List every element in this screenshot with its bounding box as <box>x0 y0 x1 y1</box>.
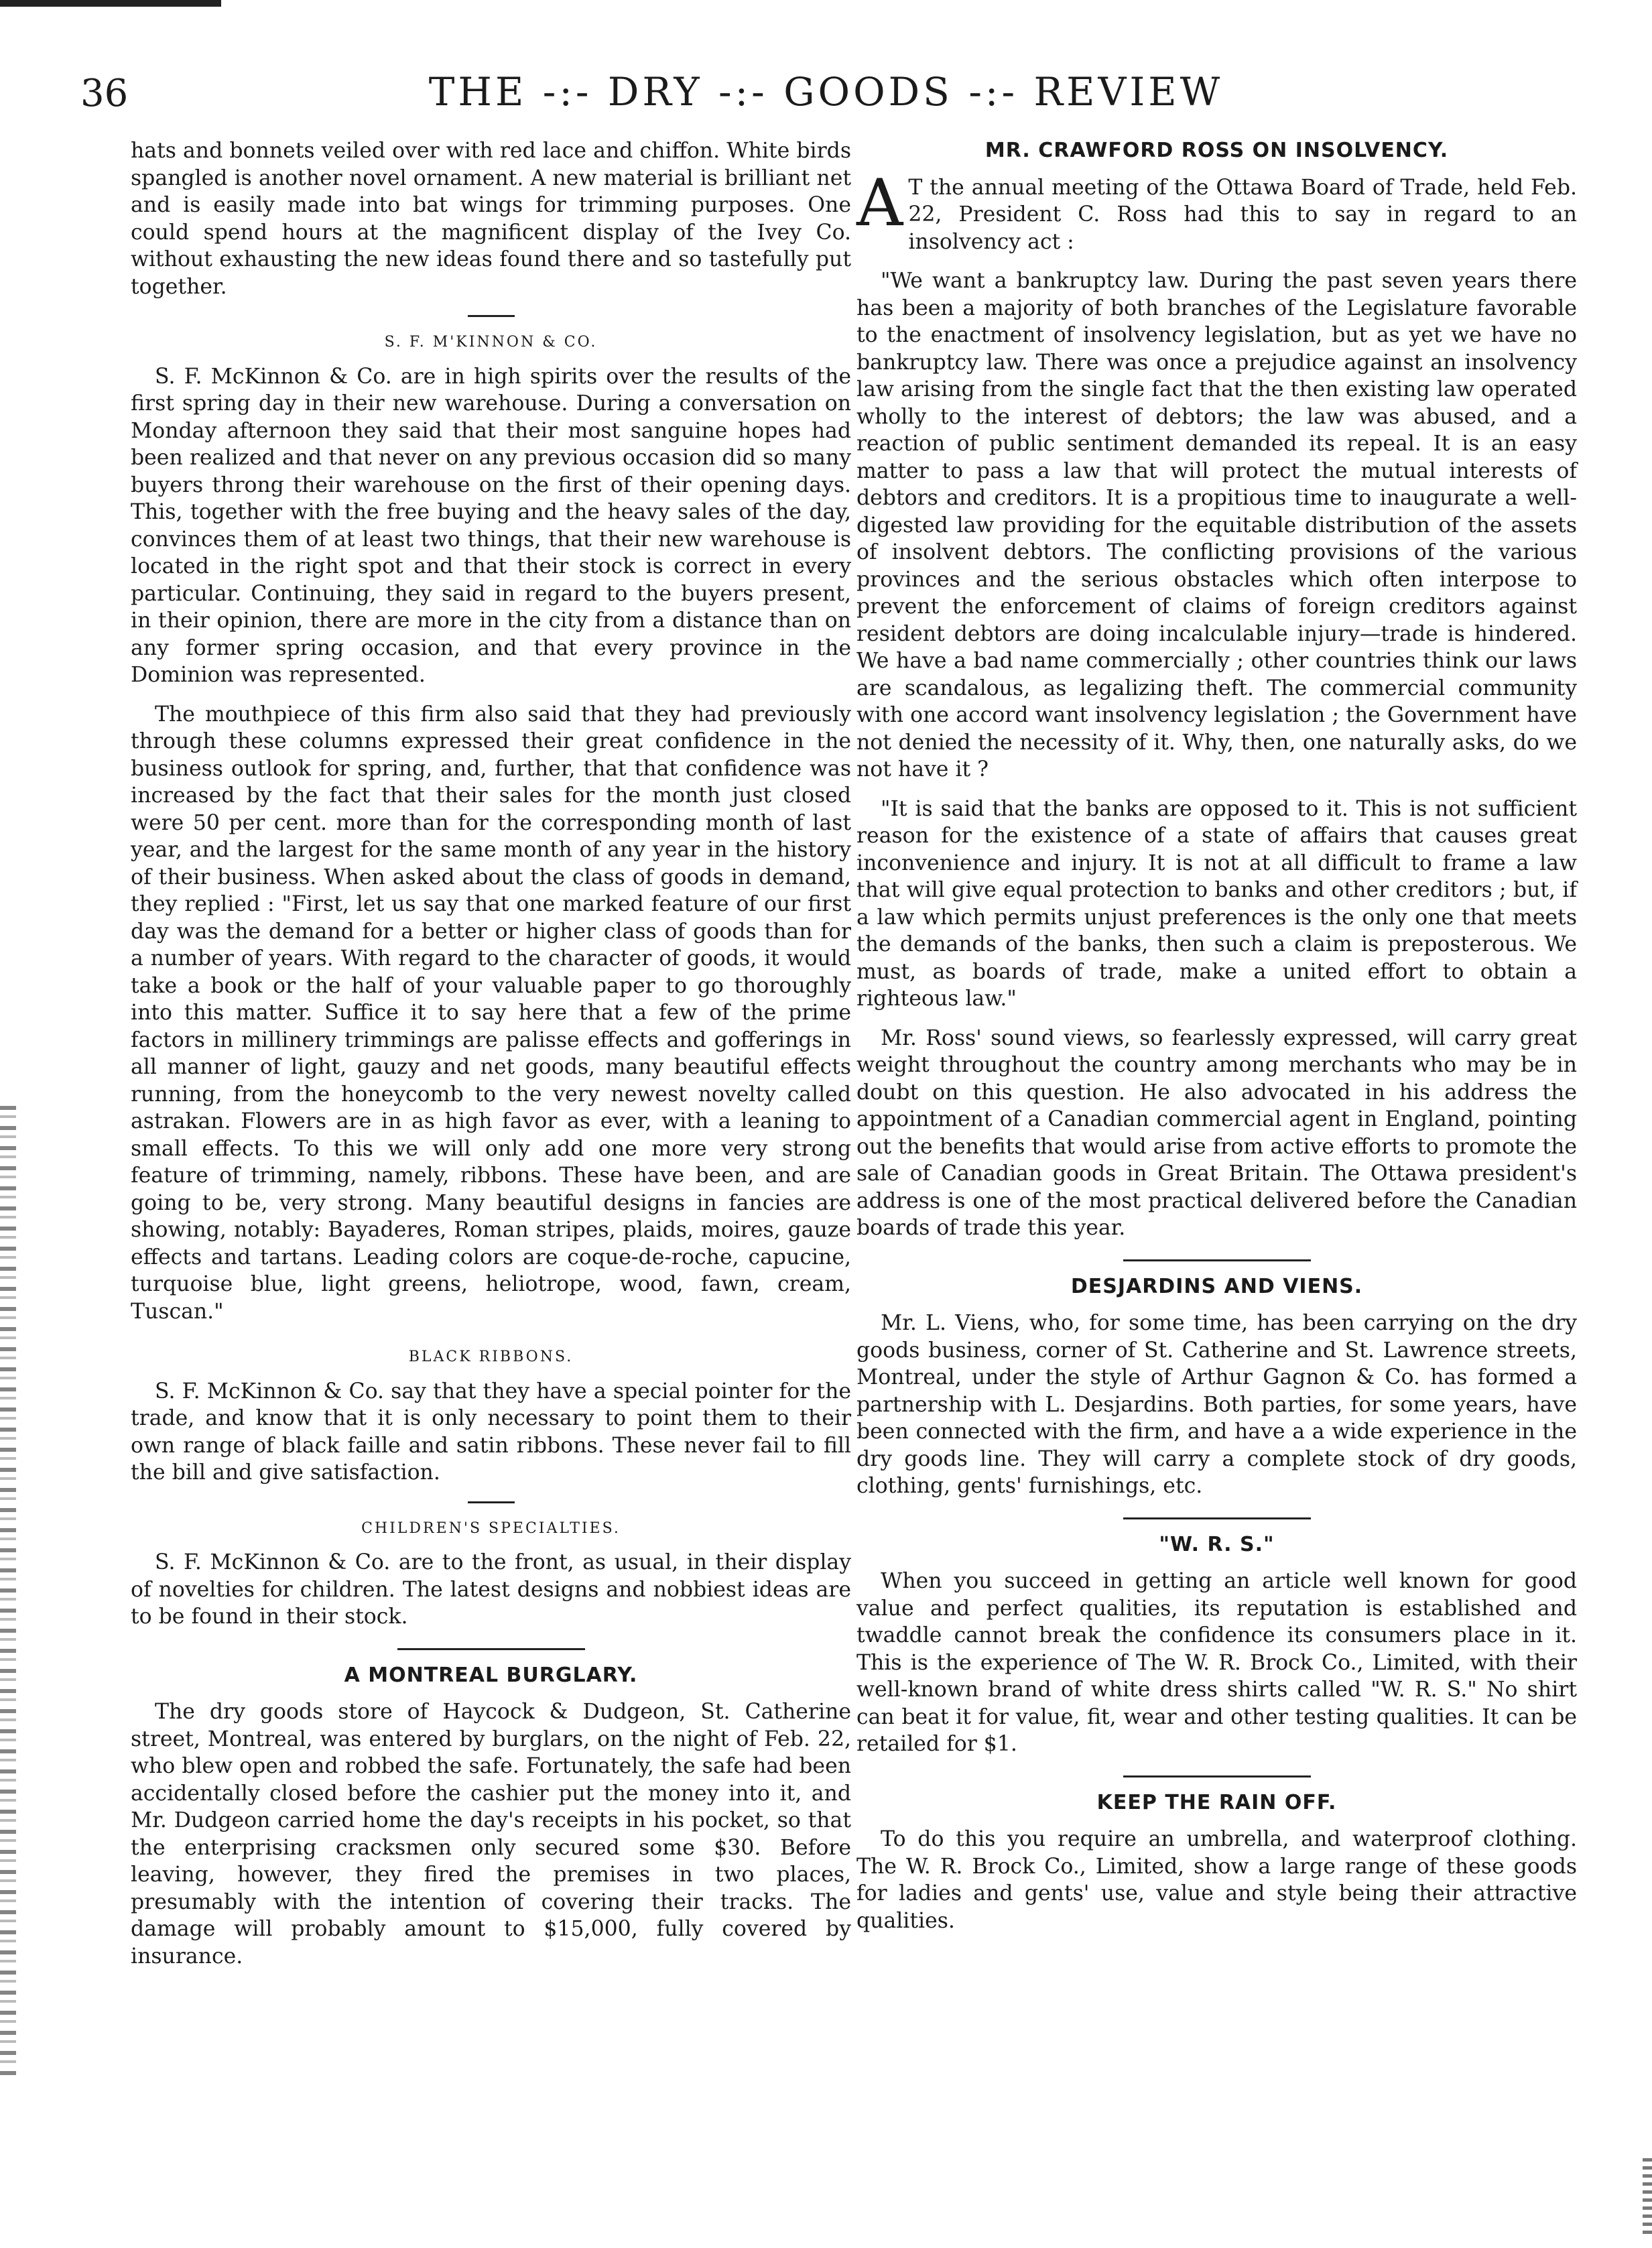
insolvency-paragraph-1: "We want a bankruptcy law. During the past seven years there has been a majority of both branches of the Legislature favorable to the enactment of insolvency legislation, but as yet we have no bankruptcy law. There was once a prejudice against an insolvency law arising from the single fact that the then existing law operated wholly to the interest of debtors; the law was abused, and a reaction of public sentiment demanded its repeal. It is an easy matter to pass a law that will protect the mutual interests of debtors and creditors. It is a propitious time to inaugurate a well-digested law providing for the equitable distribution of the assets of insolvent debtors. The conflicting provisions of the various provinces and the serious obstacles which often interpose to prevent the enforcement of claims of foreign creditors against resident debtors are doing incalculable injury—trade is hindered. We have a bad name commercially ; other countries think our laws are scandalous, as legalizing theft. The commercial community with one accord want insolvency legislation ; the Government have not denied the necessity of it. Why, then, one naturally asks, do we not have it ? <box>856 269 1577 782</box>
section-divider <box>1123 1775 1311 1777</box>
section-divider <box>468 1501 515 1503</box>
insolvency-paragraph-3: Mr. Ross' sound views, so fearlessly expressed, will carry great weight throughout the country among merchants who may be in doubt on this question. He also advocated in his address the appointment of a Canadian commercial agent in England, pointing out the benefits that would arise from active efforts to promote the sale of Canadian goods in Great Britain. The Ottawa president's address is one of the most practical delivered before the Canadian boards of trade this year. <box>856 1025 1577 1240</box>
mckinnon-subhead: S. F. M'KINNON & CO. <box>384 334 598 351</box>
black-ribbons-paragraph: S. F. McKinnon & Co. say that they have a special pointer for the trade, and know that it is only necessary to point them to their own range of black faille and satin ribbons. These never fail to fill the bill and give satisfaction. <box>131 1379 851 1485</box>
section-divider <box>468 315 515 317</box>
scan-top-edge <box>0 0 221 7</box>
wrs-paragraph: When you succeed in getting an article well known for good value and perfect qualities, its reputation is established and twaddle cannot break the confidence its consumers place in it. This is the experience of The W. R. Brock Co., Limited, with their well-known brand of white dress shirts called "W. R. S." No shirt can beat it for value, fit, wear and other testing qualities. It can be retailed for $1. <box>856 1569 1577 1756</box>
insolvency-intro-text: T the annual meeting of the Ottawa Board of Trade, held Feb. 22, President C. Ross had this to say in regard to an insolvency act : <box>908 175 1577 254</box>
childrens-specialties-subhead: CHILDREN'S SPECIALTIES. <box>361 1519 621 1537</box>
intro-paragraph: hats and bonnets veiled over with red lace and chiffon. White birds spangled is another novel ornament. A new material is brilliant net and is easily made into bat wings for trimming purposes. One could spend hours at the magnificent display of the Ivey Co. without exhausting the new ideas found there and so tastefully put together. <box>131 139 851 299</box>
section-divider <box>397 1648 585 1650</box>
drop-cap: A <box>856 165 903 241</box>
rain-off-paragraph: To do this you require an umbrella, and waterproof clothing. The W. R. Brock Co., Limited, show a large range of these goods for ladies and gents' use, value and style being their attractive qualities. <box>856 1827 1577 1933</box>
montreal-burglary-paragraph: The dry goods store of Haycock & Dudgeon, St. Catherine street, Montreal, was entered by burglars, on the night of Feb. 22, who blew open and robbed the safe. Fortunately, the safe had been accidentally closed before the cashier put the money into it, and Mr. Dudgeon carried home the day's receipts in his pocket, so that the enterprising cracksmen only secured some $30. Before leaving, however, they fired the premises in two places, presumably with the intention of covering their tracks. The damage will probably amount to $15,000, fully covered by insurance. <box>131 1700 851 1969</box>
mckinnon-paragraph-2: The mouthpiece of this firm also said that they had previously through these columns expressed their great confidence in the business outlook for spring, and, further, that that confidence was increased by the fact that their sales for the month just closed were 50 per cent. more than for the corresponding month of last year, and the largest for the same month of any year in the history of their business. When asked about the class of goods in demand, they replied : "First, let us say that one marked feature of our first day was the demand for a better or higher class of goods than for a number of years. With regard to the character of goods, it would take a book or the half of your valuable paper to go thoroughly into this matter. Suffice it to say here that a few of the prime factors in millinery trimmings are palisse effects and gofferings in all manner of light, gauzy and net goods, many beautiful effects running, from the honeycomb to the very newest novelty called astrakan. Flowers are in as high favor as ever, with a leaning to small effects. To this we will only add one more very strong feature of trimming, namely, ribbons. These have been, and are going to be, very strong. Many beautiful designs in fancies are showing, notably: Bayaderes, Roman stripes, plaids, moires, gauze effects and tartans. Leading colors are coque-de-roche, capucine, turquoise blue, light greens, heliotrope, wood, fawn, cream, Tuscan." <box>131 702 851 1324</box>
section-divider <box>1123 1259 1311 1261</box>
page-header <box>0 64 1652 124</box>
page-number: 36 <box>80 72 129 115</box>
insolvency-heading: MR. CRAWFORD ROSS ON INSOLVENCY. <box>984 139 1449 162</box>
desjardins-viens-heading: DESJARDINS AND VIENS. <box>1070 1274 1363 1298</box>
section-divider <box>1123 1517 1311 1519</box>
running-head-title: THE -:- DRY -:- GOODS -:- REVIEW <box>428 69 1224 115</box>
insolvency-intro <box>856 165 1577 256</box>
scan-left-edge-marks <box>0 1106 16 2078</box>
right-column <box>856 137 1577 1934</box>
insolvency-paragraph-2: "It is said that the banks are opposed to it. This is not sufficient reason for the existence of a state of affairs that causes great inconvenience and injury. It is not at all difficult to frame a law that will give equal protection to banks and other creditors ; but, if a law which permits unjust preferences is the only one that meets the demands of the banks, then such a claim is preposterous. We must, as boards of trade, make a united effort to obtain a righteous law." <box>856 796 1577 1011</box>
montreal-burglary-heading: A MONTREAL BURGLARY. <box>344 1663 638 1687</box>
desjardins-viens-paragraph: Mr. L. Viens, who, for some time, has been carrying on the dry goods business, corner of St. Catherine and St. Lawrence streets, Montreal, under the style of Arthur Gagnon & Co. has formed a partnership with L. Desjardins. Both parties, for some years, have been connected with the firm, and have a a wide experience in the dry goods line. They will carry a complete stock of dry goods, clothing, gents' furnishings, etc. <box>856 1311 1577 1498</box>
black-ribbons-subhead: BLACK RIBBONS. <box>408 1349 574 1365</box>
rain-off-heading: KEEP THE RAIN OFF. <box>1096 1790 1337 1814</box>
childrens-specialties-paragraph: S. F. McKinnon & Co. are to the front, as usual, in their display of novelties for children. The latest designs and nobbiest ideas are to be found in their stock. <box>131 1550 851 1629</box>
left-column <box>131 137 851 1970</box>
wrs-heading: "W. R. S." <box>1159 1532 1275 1556</box>
scan-right-edge-marks <box>1643 2158 1652 2239</box>
mckinnon-paragraph-1: S. F. McKinnon & Co. are in high spirits over the results of the first spring day in their new warehouse. During a conversation on Monday afternoon they said that their most sanguine hopes had been realized and that never on any previous occasion did so many buyers throng their warehouse on the first of their opening days. This, together with the free buying and the heavy sales of the day, convinces them of at least two things, that their new warehouse is located in the right spot and that their stock is correct in every particular. Continuing, they said in regard to the buyers present, in their opinion, there are more in the city from a distance than on any former spring occasion, and that every province in the Dominion was represented. <box>131 364 851 687</box>
